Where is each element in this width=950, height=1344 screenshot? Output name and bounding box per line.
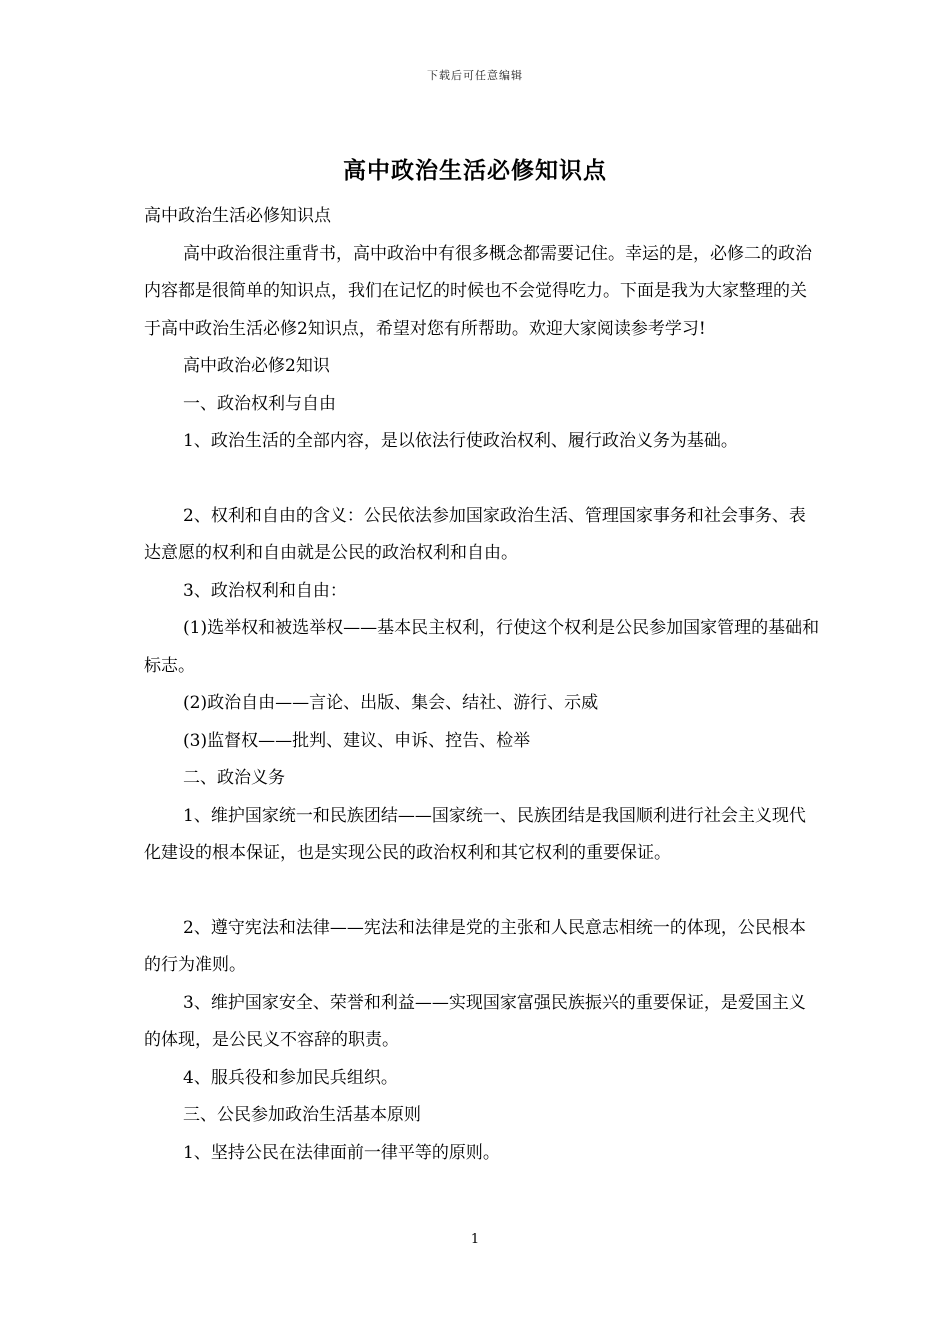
section-heading: 高中政治必修2知识 (183, 356, 330, 376)
list-item: 1、坚持公民在法律面前一律平等的原则。 (183, 1142, 500, 1163)
section-heading: 二、政治义务 (183, 768, 285, 788)
section-heading: 一、政治权利与自由 (183, 393, 336, 414)
list-item: 3、维护国家安全、荣誉和利益——实现国家富强民族振兴的重要保证，是爱国主义的体现，是公民义不容辞的职责。 (144, 992, 806, 1050)
page-number: 1 (470, 1232, 480, 1247)
list-item: 4、服兵役和参加民兵组织。 (183, 1067, 398, 1088)
document-body (144, 198, 820, 1172)
section-heading: 三、公民参加政治生活基本原则 (183, 1105, 421, 1125)
list-item: 2、遵守宪法和法律——宪法和法律是党的主张和人民意志相统一的体现，公民根本的行为准则。 (144, 917, 806, 975)
list-item: 3、政治权利和自由： (183, 580, 347, 601)
list-item: (2)政治自由——言论、出版、集会、结社、游行、示威 (183, 693, 599, 713)
list-item: 1、维护国家统一和民族团结——国家统一、民族团结是我国顺利进行社会主义现代化建设的根本保证，也是实现公民的政治权利和其它权利的重要保证。 (144, 805, 806, 863)
list-item: 2、权利和自由的含义：公民依法参加国家政治生活、管理国家事务和社会事务、表达意愿的权利和自由就是公民的政治权利和自由。 (144, 505, 806, 563)
page-header-note: 下载后可任意编辑 (427, 69, 523, 82)
document-title: 高中政治生活必修知识点 (343, 157, 607, 184)
intro-paragraph: 高中政治很注重背书，高中政治中有很多概念都需要记住。幸运的是，必修二的政治内容都是很简单的知识点，我们在记忆的时候也不会觉得吃力。下面是我为大家整理的关于高中政治生活必修2知识点，希望对您有所帮助。欢迎大家阅读参考学习! (144, 243, 812, 339)
list-item: (3)监督权——批判、建议、申诉、控告、检举 (183, 730, 531, 751)
list-item: 1、政治生活的全部内容，是以依法行使政治权利、履行政治义务为基础。 (183, 431, 738, 451)
document-subtitle: 高中政治生活必修知识点 (144, 206, 331, 226)
list-item: (1)选举权和被选举权——基本民主权利，行使这个权利是公民参加国家管理的基础和标志。 (144, 618, 820, 676)
